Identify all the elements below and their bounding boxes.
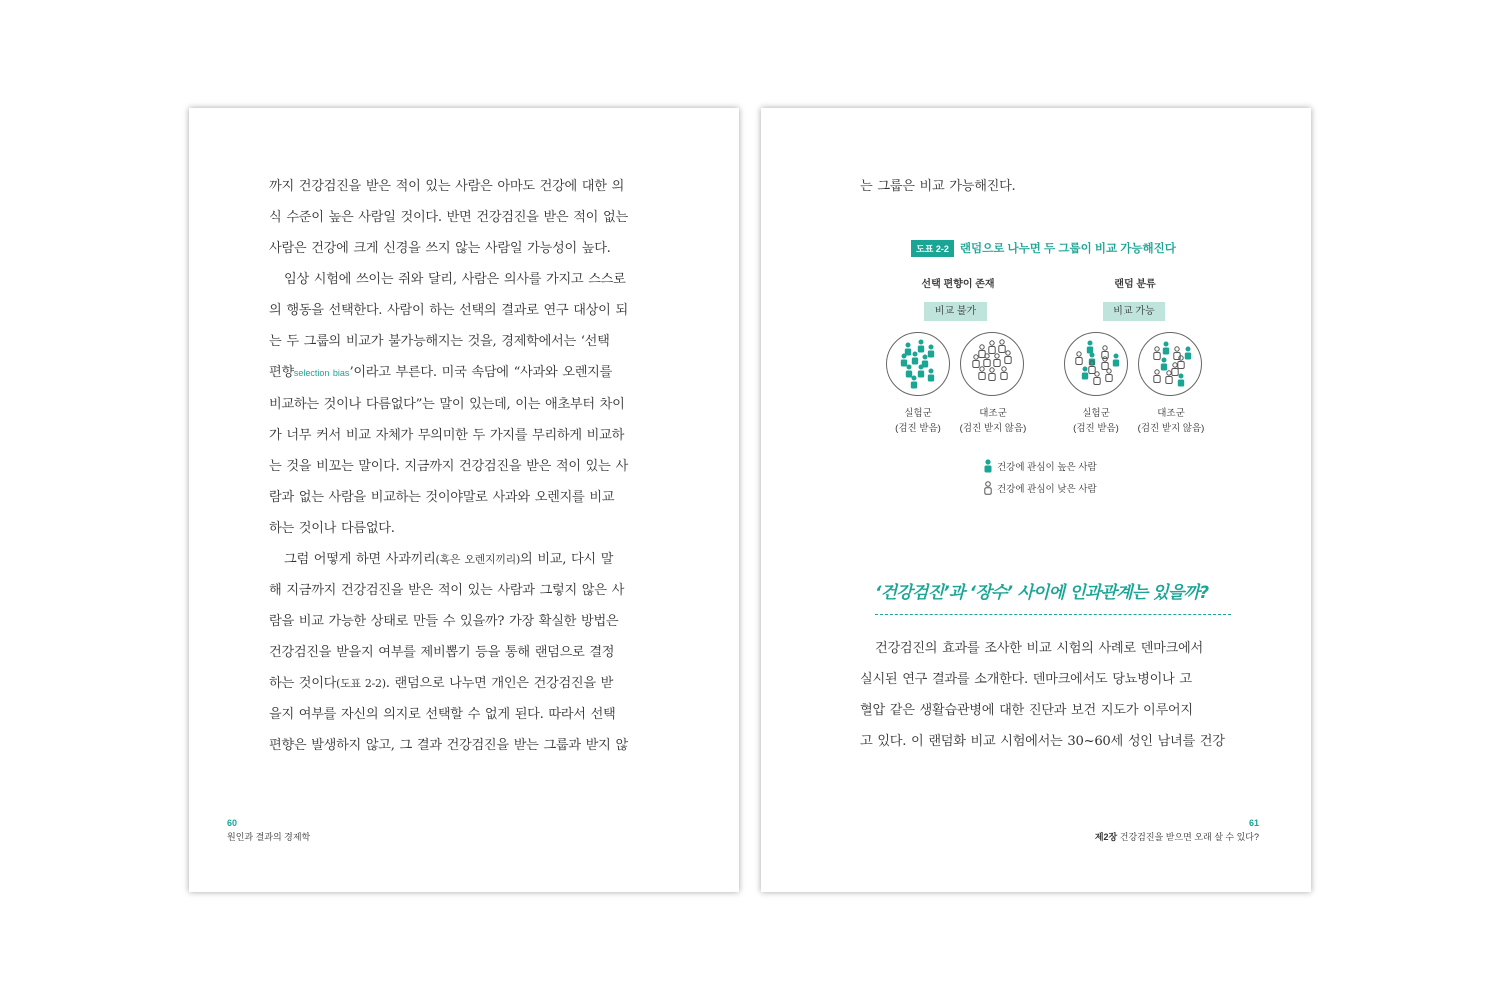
- person-filled-icon: [1185, 347, 1191, 360]
- page-number: 60: [227, 818, 238, 828]
- group-note: (검진 받음): [895, 423, 941, 434]
- person-outline-icon: [1106, 369, 1112, 382]
- text-fragment: 편향: [269, 365, 294, 380]
- right-folio: [1095, 818, 1259, 843]
- person-outline-icon: [1076, 352, 1082, 365]
- person-filled-icon: [1163, 342, 1169, 355]
- text-line: 비교하는 것이나 다름없다”는 말이 있는데, 이는 애초부터 차이: [269, 397, 625, 412]
- section-title: ‘건강검진’과 ‘장수’ 사이에 인과관계는 있을까?: [875, 583, 1209, 603]
- page-number: 61: [1248, 818, 1259, 828]
- person-filled-icon: [928, 369, 934, 382]
- person-outline-icon: [984, 354, 990, 367]
- tag-not-comparable: 비교 불가: [924, 302, 987, 321]
- text-line: [269, 668, 641, 699]
- person-filled-icon: [1113, 354, 1119, 367]
- text-line: 식 수준이 높은 사람일 것이다. 반면 건강검진을 받은 적이 없는: [269, 210, 628, 225]
- group-name: 대조군: [979, 408, 1007, 419]
- people-icons: [1139, 333, 1201, 395]
- text-line: [269, 357, 641, 389]
- person-outline-icon: [983, 481, 993, 495]
- text-line: 건강검진의 효과를 조사한 비교 시험의 사례로 덴마크에서: [875, 641, 1203, 656]
- person-outline-icon: [1154, 370, 1160, 383]
- person-filled-icon: [918, 340, 924, 353]
- person-filled-icon: [918, 365, 924, 378]
- group-name: 실험군: [904, 408, 932, 419]
- person-outline-icon: [1178, 356, 1184, 369]
- group-label: [1126, 406, 1216, 436]
- text-line: 람을 비교 가능한 상태로 만들 수 있을까? 가장 확실한 방법은: [269, 614, 619, 629]
- text-fragment: 의 비교, 다시 말: [519, 552, 614, 567]
- person-outline-icon: [973, 355, 979, 368]
- text-line: 임상 시험에 쓰이는 쥐와 달리, 사람은 의사를 가지고 스스로: [284, 272, 626, 287]
- chapter-title: [1095, 830, 1259, 843]
- person-filled-icon: [1087, 341, 1093, 354]
- legend-high: [983, 459, 1097, 473]
- chapter-name: 건강검진을 받으면 오래 살 수 있다?: [1119, 832, 1259, 842]
- person-outline-icon: [994, 354, 1000, 367]
- person-outline-icon: [1001, 367, 1007, 380]
- group-note: (검진 받음): [1073, 423, 1119, 434]
- person-outline-icon: [1005, 351, 1011, 364]
- text-line: [269, 544, 641, 575]
- figure-badge: 도표 2-2: [911, 240, 954, 257]
- text-fragment: . 랜덤으로 나누면 개인은 건강검진을 받: [385, 676, 614, 691]
- right-first-line: [860, 171, 1232, 202]
- figure-heading: [911, 240, 1176, 257]
- person-filled-icon: [928, 345, 934, 358]
- group-name: 실험군: [1082, 408, 1110, 419]
- text-line: 실시된 연구 결과를 소개한다. 덴마크에서도 당뇨병이나 고: [860, 672, 1192, 687]
- text-line: 는 두 그룹의 비교가 불가능해지는 것을, 경제학에서는 ‘선택: [269, 334, 610, 349]
- people-icons: [887, 333, 949, 395]
- person-filled-icon: [1178, 374, 1184, 387]
- people-icons: [961, 333, 1023, 395]
- text-fragment: 그럼 어떻게 하면 사과끼리: [284, 552, 436, 567]
- text-line: 하는 것이나 다름없다.: [269, 521, 395, 536]
- group-label: [948, 406, 1038, 436]
- person-outline-icon: [1154, 347, 1160, 360]
- group-circle: [1064, 332, 1128, 396]
- group-note: (검진 받지 않음): [959, 423, 1027, 434]
- text-line: 고 있다. 이 랜덤화 비교 시험에서는 30~60세 성인 남녀를 건강: [860, 734, 1225, 749]
- person-outline-icon: [989, 341, 995, 354]
- chapter-number: 제2장: [1094, 832, 1118, 842]
- group-circle: [960, 332, 1024, 396]
- text-line: 람과 없는 사람을 비교하는 것이야말로 사과와 오렌지를 비교: [269, 490, 615, 505]
- book-title: 원인과 결과의 경제학: [227, 832, 311, 842]
- left-body-text: [269, 171, 641, 761]
- text-line: 해 지금까지 건강검진을 받은 적이 있는 사람과 그렇지 않은 사: [269, 583, 625, 598]
- group-circle: [886, 332, 950, 396]
- group-circle: [1138, 332, 1202, 396]
- person-filled-icon: [1082, 367, 1088, 380]
- person-outline-icon: [979, 345, 985, 358]
- text-line: 가 너무 커서 비교 자체가 무의미한 두 가지를 무리하게 비교하: [269, 428, 625, 443]
- tag-comparable: 비교 가능: [1103, 302, 1165, 321]
- text-line: 건강검진을 받을지 여부를 제비뽑기 등을 통해 랜덤으로 결정: [269, 645, 615, 660]
- text-line: 사람은 건강에 크게 신경을 쓰지 않는 사람일 가능성이 높다.: [269, 241, 611, 256]
- left-page: [189, 108, 739, 892]
- text-line: 편향은 발생하지 않고, 그 결과 건강검진을 받는 그룹과 받지 않: [269, 738, 628, 753]
- english-term: selection bias: [293, 368, 350, 378]
- text-line: 의 행동을 선택한다. 사람이 하는 선택의 결과로 연구 대상이 되: [269, 303, 628, 318]
- person-outline-icon: [1166, 371, 1172, 384]
- people-icons: [1065, 333, 1127, 395]
- person-filled-icon: [983, 459, 993, 473]
- text-line: 는 것을 비꼬는 말이다. 지금까지 건강검진을 받은 적이 있는 사: [269, 459, 628, 474]
- left-folio: [227, 818, 310, 843]
- person-filled-icon: [911, 376, 917, 389]
- person-outline-icon: [989, 368, 995, 381]
- text-line: 을지 여부를 자신의 의지로 선택할 수 없게 된다. 따라서 선택: [269, 707, 616, 722]
- column-heading-random: 랜덤 분류: [1114, 279, 1156, 290]
- right-body-text: [860, 633, 1232, 757]
- text-line: 는 그룹은 비교 가능해진다.: [860, 179, 1016, 194]
- person-filled-icon: [905, 343, 911, 356]
- legend-high-label: 건강에 관심이 높은 사람: [997, 462, 1097, 473]
- text-line: 까지 건강검진을 받은 적이 있는 사람은 아마도 건강에 대한 의: [269, 179, 625, 194]
- parenthetical: (혹은 오렌지끼리): [435, 553, 520, 566]
- legend-low: [983, 481, 1097, 495]
- group-note: (검진 받지 않음): [1137, 423, 1205, 434]
- column-heading-selection-bias: 선택 편향이 존재: [921, 279, 995, 290]
- text-fragment: ’이라고 부른다. 미국 속담에 “사과와 오렌지를: [349, 365, 613, 380]
- person-filled-icon: [906, 365, 912, 378]
- text-line: 혈압 같은 생활습관병에 대한 진단과 보건 지도가 이루어지: [860, 703, 1193, 718]
- section-divider: [875, 614, 1231, 615]
- person-outline-icon: [999, 340, 1005, 353]
- person-outline-icon: [979, 367, 985, 380]
- legend-low-label: 건강에 관심이 낮은 사람: [997, 484, 1097, 495]
- right-page: [761, 108, 1311, 892]
- figure-reference: (도표 2-2): [336, 677, 386, 690]
- text-fragment: 하는 것이다: [269, 676, 337, 691]
- person-filled-icon: [912, 352, 918, 365]
- group-name: 대조군: [1157, 408, 1185, 419]
- figure-title: 랜덤으로 나누면 두 그룹이 비교 가능해진다: [959, 243, 1176, 255]
- person-outline-icon: [1172, 363, 1178, 376]
- person-filled-icon: [901, 354, 907, 367]
- person-filled-icon: [1161, 358, 1167, 371]
